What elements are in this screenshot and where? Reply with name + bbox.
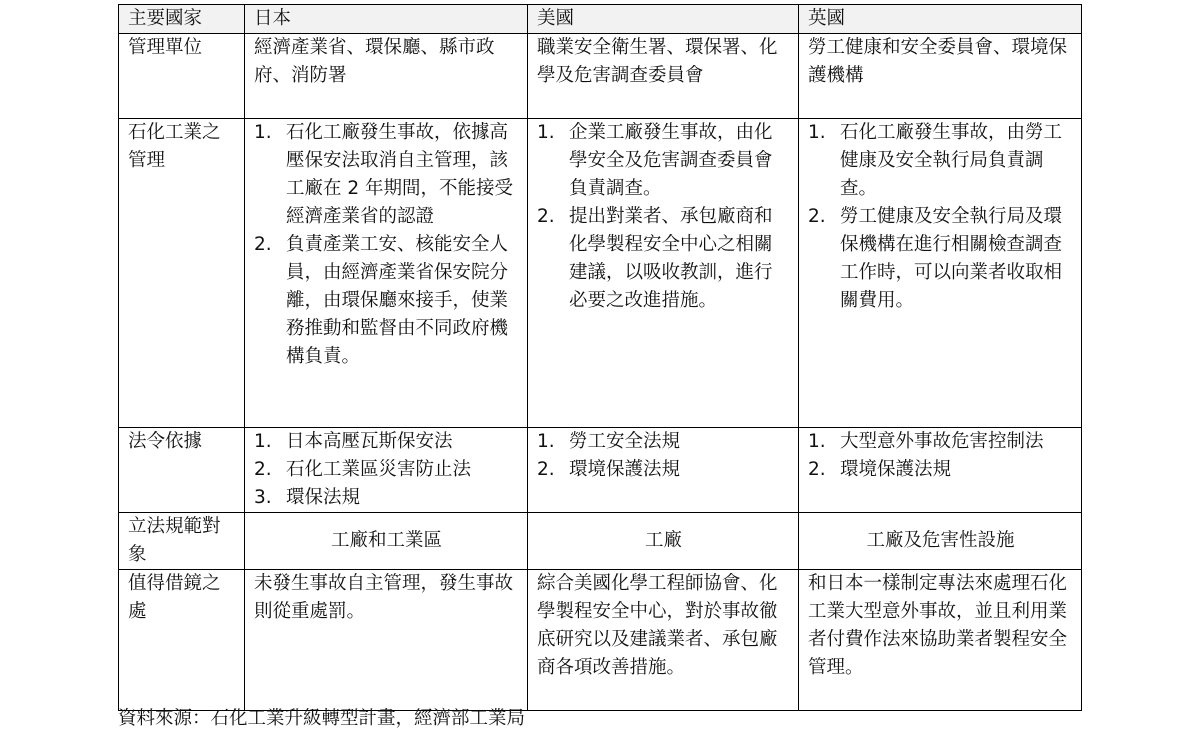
list-item: 1. 石化工廠發生事故，由勞工健康及安全執行局負責調查。 xyxy=(808,119,1073,203)
row-label: 石化工業之管理 xyxy=(119,119,245,428)
list-item: 1. 日本高壓瓦斯保安法 xyxy=(254,428,519,456)
cell-japan xyxy=(245,119,528,428)
cell-usa: 綜合美國化學工程師協會、化學製程安全中心，對於事故徹底研究以及建議業者、承包廠商各項改善措施。 xyxy=(528,570,799,711)
numbered-list xyxy=(254,428,519,512)
row-regulation-target xyxy=(119,513,1082,570)
cell-uk xyxy=(799,428,1082,513)
cell-japan: 經濟產業省、環保廳、縣市政府、消防署 xyxy=(245,34,528,119)
cell-uk: 工廠及危害性設施 xyxy=(799,513,1082,570)
cell-usa xyxy=(528,428,799,513)
list-item: 2. 環境保護法規 xyxy=(537,456,790,484)
row-label: 法令依據 xyxy=(119,428,245,513)
cell-usa: 工廠 xyxy=(528,513,799,570)
row-label: 值得借鏡之處 xyxy=(119,570,245,711)
list-item: 2. 提出對業者、承包廠商和化學製程安全中心之相關建議，以吸收教訓，進行必要之改進措施。 xyxy=(537,203,790,315)
cell-japan: 未發生事故自主管理，發生事故則從重處罰。 xyxy=(245,570,528,711)
list-item: 1. 大型意外事故危害控制法 xyxy=(808,428,1073,456)
list-item: 2. 勞工健康及安全執行局及環保機構在進行相關檢查調查工作時，可以向業者收取相關費用。 xyxy=(808,203,1073,315)
row-label: 立法規範對象 xyxy=(119,513,245,570)
list-item: 2. 環境保護法規 xyxy=(808,456,1073,484)
list-item: 1. 勞工安全法規 xyxy=(537,428,790,456)
header-row xyxy=(119,5,1082,34)
header-uk: 英國 xyxy=(799,5,1082,34)
numbered-list xyxy=(537,428,790,484)
list-item: 3. 環保法規 xyxy=(254,484,519,512)
header-country: 主要國家 xyxy=(119,5,245,34)
cell-uk: 和日本一樣制定專法來處理石化工業大型意外事故，並且利用業者付費作法來協助業者製程安全管理。 xyxy=(799,570,1082,711)
cell-japan: 工廠和工業區 xyxy=(245,513,528,570)
header-usa: 美國 xyxy=(528,5,799,34)
numbered-list xyxy=(808,119,1073,315)
row-management-unit xyxy=(119,34,1082,119)
comparison-table xyxy=(118,4,1082,711)
numbered-list xyxy=(808,428,1073,484)
cell-uk: 勞工健康和安全委員會、環境保護機構 xyxy=(799,34,1082,119)
cell-usa: 職業安全衛生署、環保署、化學及危害調查委員會 xyxy=(528,34,799,119)
cell-usa xyxy=(528,119,799,428)
row-label: 管理單位 xyxy=(119,34,245,119)
list-item: 1. 企業工廠發生事故，由化學安全及危害調查委員會負責調查。 xyxy=(537,119,790,203)
list-item: 2. 石化工業區災害防止法 xyxy=(254,456,519,484)
source-note: 資料來源：石化工業升級轉型計畫，經濟部工業局 xyxy=(118,708,526,729)
numbered-list xyxy=(254,119,519,371)
row-legal-basis xyxy=(119,428,1082,513)
header-japan: 日本 xyxy=(245,5,528,34)
list-item: 1. 石化工廠發生事故，依據高壓保安法取消自主管理，該工廠在 2 年期間，不能接受經濟產業省的認證 xyxy=(254,119,519,231)
numbered-list xyxy=(537,119,790,315)
cell-japan xyxy=(245,428,528,513)
list-item: 2. 負責產業工安、核能安全人員，由經濟產業省保安院分離，由環保廳來接手，使業務推動和監督由不同政府機構負責。 xyxy=(254,231,519,371)
row-petrochemical-management xyxy=(119,119,1082,428)
row-lessons-learned xyxy=(119,570,1082,711)
cell-uk xyxy=(799,119,1082,428)
